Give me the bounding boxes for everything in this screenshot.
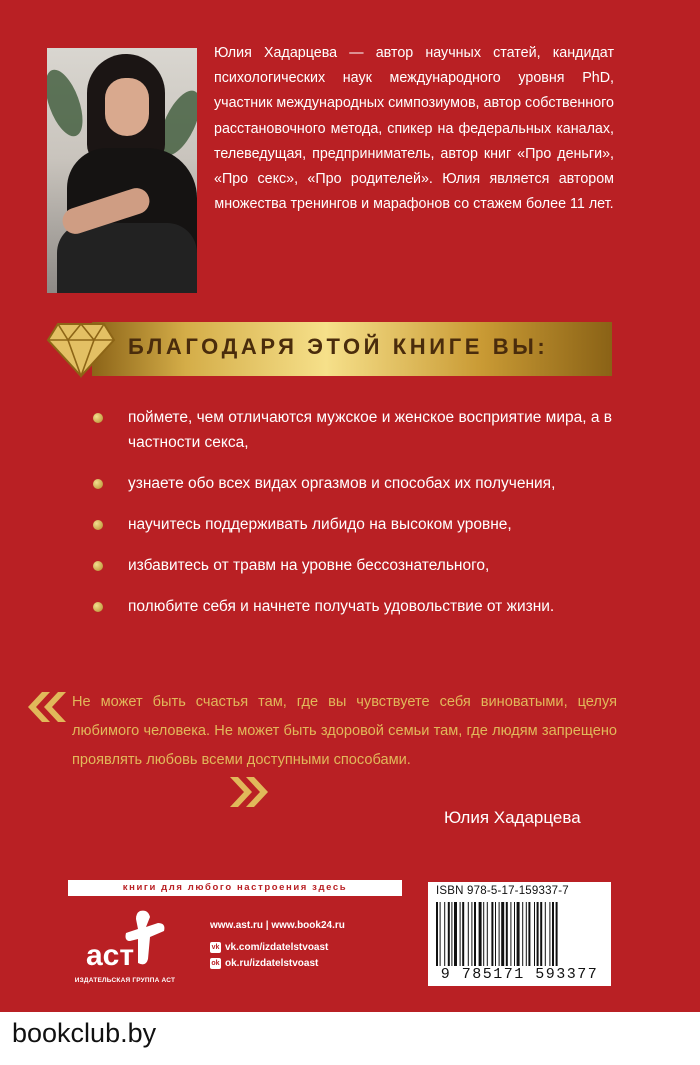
list-item: поймете, чем отличаются мужское и женское восприятие мира, а в частности секса, (93, 405, 623, 455)
author-photo (47, 48, 197, 293)
bullet-icon (93, 413, 103, 423)
barcode-bar (436, 902, 438, 966)
ast-logo-icon (80, 907, 180, 973)
list-item: узнаете обо всех видах оргазмов и способах их получения, (93, 471, 623, 496)
bullet-icon (93, 520, 103, 530)
barcode-bar (479, 902, 482, 966)
barcode-bar (487, 902, 488, 966)
isbn-number: ISBN 978-5-17-159337-7 (436, 885, 569, 897)
barcode-bar (537, 902, 539, 966)
author-bio: Юлия Хадарцева — автор научных статей, кандидат психологических наук международного уровня PhD, участник международных симпозиумов, автор собственного расстановочного метода, спикер на федеральных каналах, телеведущая, предприниматель, автор книг «Про деньги», «Про секс», «Про родителей». Юлия является автором множества тренингов и марафонов со стажем более 11 лет. (214, 45, 614, 213)
site-watermark: bookclub.by (12, 1018, 157, 1048)
tagline-strip: книги для любого настроения здесь (68, 880, 402, 896)
barcode-bar (534, 902, 535, 966)
list-item: избавитесь от травм на уровне бессознательного, (93, 553, 623, 578)
quote-close-icon (228, 775, 274, 809)
barcode-bar (528, 902, 530, 966)
ast-logo-text: аст (86, 939, 135, 972)
barcode-panel (428, 882, 611, 986)
barcode-bar (468, 902, 469, 966)
barcode-bar (451, 902, 452, 966)
website-links[interactable]: www.ast.ru | www.book24.ru (210, 920, 345, 931)
barcode-bar (440, 902, 441, 966)
barcode-bar (556, 902, 558, 966)
benefits-list (93, 405, 623, 635)
barcode-bar (517, 902, 520, 966)
vk-icon: vk (211, 944, 220, 951)
barcode-bar (552, 902, 554, 966)
barcode-bar (471, 902, 472, 966)
barcode-bar (448, 902, 450, 966)
barcode-bar (474, 902, 476, 966)
banner-title: БЛАГОДАРЯ ЭТОЙ КНИГЕ ВЫ: (128, 334, 549, 359)
barcode-bar (501, 902, 504, 966)
vk-link[interactable]: vk vk.com/izdatelstvoast (211, 942, 329, 953)
barcode-bar (506, 902, 508, 966)
barcode-digits: 9 785171 593377 (440, 966, 599, 983)
barcode-bar (526, 902, 527, 966)
publisher-name: ИЗДАТЕЛЬСКАЯ ГРУППА АСТ (74, 977, 176, 984)
quote-author: Юлия Хадарцева (444, 808, 581, 827)
diamond-icon (46, 318, 116, 380)
barcode-bar (460, 902, 461, 966)
ok-link[interactable]: ok ok.ru/izdatelstvoast (211, 958, 319, 969)
barcode-bar (444, 902, 445, 966)
bullet-icon (93, 479, 103, 489)
barcode-bar (522, 902, 523, 966)
barcode-bar (510, 902, 511, 966)
list-item: полюбите себя и начнете получать удовольствие от жизни. (93, 594, 623, 619)
barcode-bar (483, 902, 484, 966)
bullet-icon (93, 561, 103, 571)
ok-icon: ok (211, 960, 220, 967)
barcode-bar (454, 902, 457, 966)
barcode-bar (549, 902, 550, 966)
barcode-bar (545, 902, 546, 966)
barcode-bar (540, 902, 542, 966)
barcode-bar (491, 902, 493, 966)
bullet-icon (93, 602, 103, 612)
barcode-bar (514, 902, 515, 966)
barcode-bar (499, 902, 500, 966)
list-item: научитесь поддерживать либидо на высоком уровне, (93, 512, 623, 537)
barcode-bar (462, 902, 464, 966)
barcode-icon (434, 902, 605, 966)
barcode-bar (495, 902, 496, 966)
quote-text: Не может быть счастья там, где вы чувствуете себя виноватыми, целуя любимого человека. Не может быть здоровой семьи там, где людям запрещено проявлять любовь всеми доступными способами. (72, 694, 617, 768)
quote-open-icon (22, 690, 68, 724)
